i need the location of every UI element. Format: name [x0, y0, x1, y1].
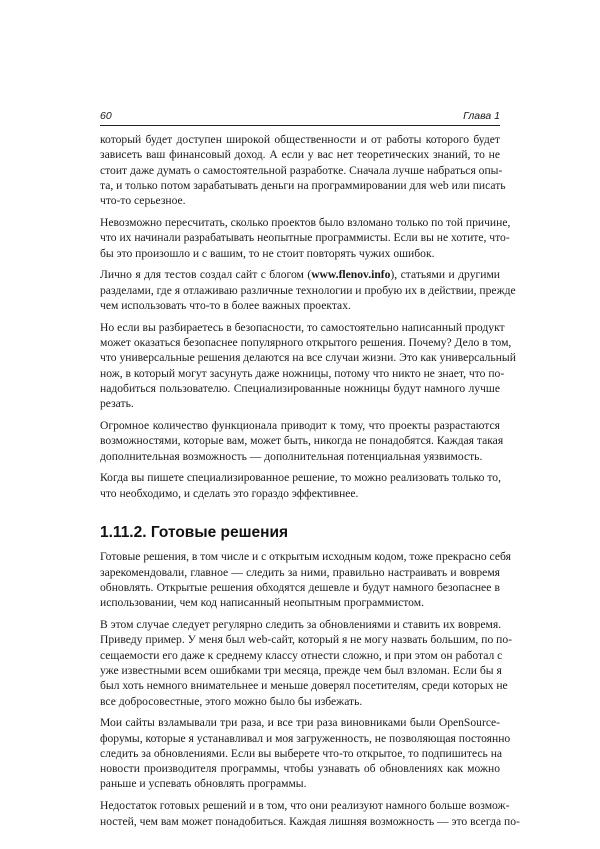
text-line: Мои сайты взламывали три раза, и все три раза виновниками были OpenSource-: [100, 716, 500, 730]
text-line: возможностями, которые вам, может быть, никогда не понадобятся. Каждая такая: [100, 434, 504, 448]
text-line: разделами, где я отлаживаю различные технологии и пробую их в действии, прежде: [100, 283, 516, 297]
text-line: Но если вы разбираетесь в безопасности, то самостоятельно написанный продукт: [100, 320, 505, 334]
page-body: [100, 132, 520, 829]
text-line: надобиться пользователю. Специализированные ножницы будут намного лучше: [100, 381, 500, 395]
paragraph: [100, 715, 511, 791]
paragraph: [100, 267, 516, 313]
text-line: который будет доступен широкой общественности и от работы которого будет: [100, 133, 500, 146]
text-line: что их начинали разрабатывать неопытные программисты. Если вы не хотите, что-: [100, 231, 510, 245]
paragraph: [100, 549, 511, 610]
text-line: та, и только потом зарабатывать деньги на программировании для web или писать: [100, 178, 506, 192]
chapter-title: Глава 1: [463, 110, 500, 122]
section-heading: 1.11.2. Готовые решения: [100, 524, 289, 542]
text-line: Когда вы пишете специализированное решение, то можно реализовать только то,: [100, 471, 501, 485]
text-line: чем использовать что-то в более важных проектах.: [100, 298, 351, 312]
paragraph: [100, 470, 500, 501]
page-number: 60: [100, 110, 112, 122]
paragraph: [100, 215, 511, 261]
text-line: был хоть немного внимательнее и меньше доверял посетителям, среди которых не: [100, 679, 508, 693]
text-line: уже известными всем ошибками три месяца, прежде чем был взломан. Если бы я: [100, 663, 502, 677]
paragraph: [100, 320, 516, 412]
text-line: Огромное количество функционала приводит к тому, что проекты разрастаются: [100, 419, 500, 433]
paragraph: [100, 798, 520, 829]
text-line: зарекомендовали, главное — следить за ними, правильно настраивать и вовремя: [100, 565, 500, 579]
text-line: [100, 267, 500, 282]
text-line: резать.: [100, 397, 134, 411]
text-line: бы это произошло и с вашим, то не стоит повторять чужих ошибок.: [100, 246, 435, 260]
text-line: стоит даже думать о самостоятельной разработке. Сначала лучше набраться опы-: [100, 163, 503, 177]
paragraph: [100, 418, 504, 464]
text-segment: ), статьями и другими: [390, 268, 500, 282]
text-line: форумы, которые я устанавливал и моя загруженность, не позволяющая постоянно: [100, 731, 511, 745]
running-header: [100, 110, 500, 126]
text-line: ностей, чем вам может понадобиться. Каждая лишняя возможность — это всегда по-: [100, 814, 520, 828]
paragraph: [100, 132, 506, 208]
text-line: обновлять. Открытые решения обходятся дешевле и будут намного безопаснее в: [100, 580, 500, 594]
text-line: В этом случае следует регулярно следить за обновлениями и ставить их вовремя.: [100, 618, 502, 632]
text-line: что универсальные решения делаются на все случаи жизни. Это как универсальный: [100, 351, 516, 365]
text-line: Готовые решения, в том числе и с открытым исходным кодом, тоже прекрасно себя: [100, 550, 511, 564]
text-line: использовании, чем код написанный неопытным программистом.: [100, 596, 424, 610]
blog-url: www.flenov.info: [311, 268, 391, 282]
text-line: что необходимо, и сделать это гораздо эффективнее.: [100, 486, 359, 500]
section-text-1: [100, 132, 516, 501]
text-segment: Лично я для тестов создал сайт с блогом (: [100, 268, 312, 282]
text-line: новости производителя программы, чтобы узнавать об обновлениях как можно: [100, 762, 500, 776]
text-line: следить за обновлениями. Если вы выберете что-то открытое, то подпишитесь на: [100, 746, 503, 760]
text-line: Приведу пример. У меня был web-сайт, который я не могу назвать большим, по по-: [100, 633, 512, 647]
text-line: зависеть ваш финансовый доход. А если у вас нет теоретических знаний, то не: [100, 148, 500, 162]
book-page: [100, 110, 520, 835]
text-line: Недостаток готовых решений и в том, что они реализуют намного больше возмож-: [100, 799, 510, 813]
text-line: нож, в который могут засунуть даже ножницы, потому что никто не знает, что по-: [100, 366, 505, 380]
text-line: дополнительная возможность — дополнительная потенциальная уязвимость.: [100, 449, 483, 463]
text-line: что-то серьезное.: [100, 194, 186, 208]
text-line: раньше и успевать обновлять программы.: [100, 777, 307, 791]
paragraph: [100, 617, 512, 709]
text-line: все добросовестные, этого можно было бы избежать.: [100, 694, 363, 708]
section-text-2: [100, 549, 520, 829]
text-line: сещаемости его даже к среднему классу отнести сложно, и при этом он работал с: [100, 648, 503, 662]
text-line: может оказаться безопаснее популярного открытого решения. Почему? Дело в том,: [100, 336, 512, 350]
text-line: Невозможно пересчитать, сколько проектов было взломано только по той причине,: [100, 215, 511, 229]
